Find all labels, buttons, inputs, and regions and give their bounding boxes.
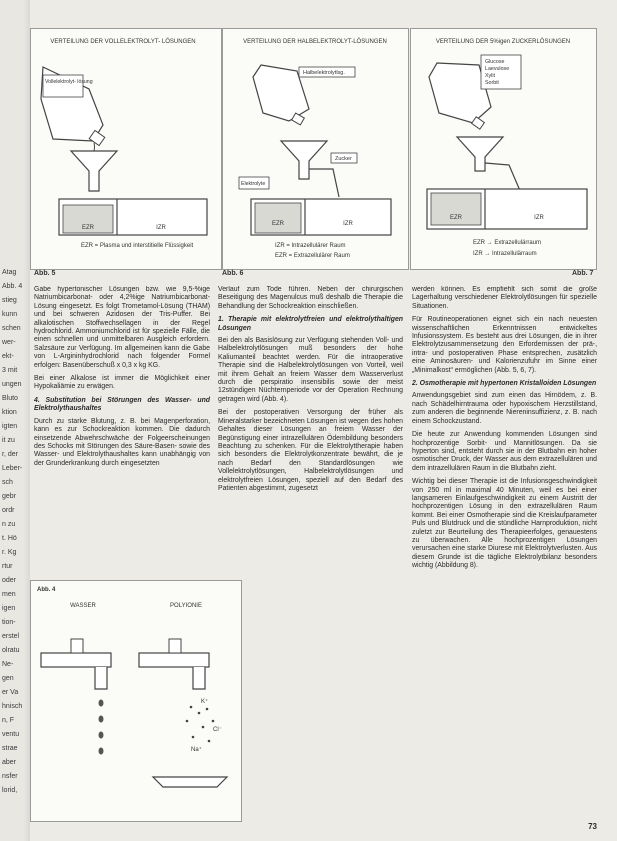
ezr-label: EZR [82, 225, 94, 231]
figure-5-panel [30, 28, 222, 270]
left-edge-word: ktion [2, 409, 17, 416]
polyionie-title: POLYIONIE [170, 603, 202, 609]
left-edge-word: Atag [2, 269, 17, 276]
left-edge-word: erstel [2, 633, 20, 640]
figure-6-caption: Abb. 6 [222, 270, 244, 277]
figure-7-legend-1: EZR → Extrazellulärraum [473, 240, 542, 246]
left-edge-word: nsfer [2, 773, 18, 780]
col3-heading-1: 2. Osmotherapie mit hypertonen Kristalloiden Lösungen [412, 380, 597, 388]
left-edge-word: Leber- [2, 465, 23, 472]
left-edge-word: ekt- [2, 353, 14, 360]
left-edge-word: tion- [2, 619, 16, 626]
sugar-1: Glucose [485, 59, 505, 65]
left-edge-word: ordr [2, 507, 15, 514]
col1-heading-1: 4. Substitution bei Störungen des Wasser- und Elektrolythaushaltes [34, 396, 210, 413]
sugar-3: Xylit [485, 73, 496, 79]
faucet-right-icon [139, 639, 209, 689]
left-edge-word: igten [2, 423, 18, 430]
funnel-icon [457, 137, 503, 171]
left-edge-word: kunn [2, 311, 18, 318]
water-drops [99, 700, 104, 755]
text-column-3 [412, 286, 597, 826]
col2-paragraph-1: Verlauf zum Tode führen. Neben der chirurgischen Beseitigung des Magenulcus muß deshalb die Therapie die Behandlung der Schockreaktion einschließen. [218, 286, 403, 310]
left-edge-word: gebr [2, 493, 17, 500]
col3-paragraph-5: Wichtig bei dieser Therapie ist die Infusionsgeschwindigkeit von 250 ml in maximal 40 Minuten, weil es bei einer langsameren Einlaufgeschwindigkeit zu einem Austritt der hochprozentigen Lösung in den extrazellulären Raum kommt. Bei einer Osmotherapie sind die Kreislaufparameter Puls und Blutdruck und die stündliche Harnproduktion, nicht zuletzt zur Beurteilung des Therapieerfolges, genauestens zu überwachen. Alle hochprozentigen Lösungen verursachen eine starke Diurese mit Elektrolytverlusten. Aus diesem Grunde ist die tägliche Elektrolytbilanz besonders wichtig (Abbildung 8). [412, 478, 597, 570]
left-edge-word: Abb. 4 [2, 283, 23, 290]
figure-5-legend: EZR = Plasma und interstitielle Flüssigkeit [81, 243, 194, 249]
bottle-label: Halbelektrolytlsg. [303, 70, 345, 76]
col3-paragraph-1: werden können. Es empfiehlt sich somit die große Lagerhaltung verschiedener Elektrolytlösungen für spezielle Situationen. [412, 286, 597, 310]
left-edge-word: ungen [2, 381, 22, 388]
left-edge-word: wer- [2, 339, 16, 346]
ezr-label: EZR [272, 221, 284, 227]
text-column-2 [218, 286, 403, 826]
water-title: WASSER [70, 603, 96, 609]
left-edge-word: lorid, [2, 787, 18, 794]
left-edge-word: aber [2, 759, 17, 766]
left-edge-word: 3 mit [2, 367, 18, 374]
col3-paragraph-3: Anwendungsgebiet sind zum einen das Hirnödem, z. B. nach Schädelhirntrauma oder hypoxischem Herzstillstand, zum anderen die beginnende Niereninsuffizienz, z. B. nach einem Schockzustand. [412, 392, 597, 425]
left-edge-word: stieg [2, 297, 17, 304]
figure-4-label: Abb. 4 [37, 587, 56, 593]
faucet-left-icon [41, 639, 111, 689]
left-edge-word: r. Kg [2, 549, 17, 556]
figure-7-title: VERTEILUNG DER 5%igen ZUCKERLÖSUNGEN [435, 39, 571, 45]
split-tube [309, 169, 339, 197]
left-edge-word: hnisch [2, 703, 23, 710]
drip-stream [94, 143, 95, 151]
left-edge-word: n zu [2, 521, 16, 528]
ion-spray [186, 706, 215, 743]
bottle-label: Vollelektrolyt- lösung [45, 79, 93, 85]
ezr-label: EZR [450, 215, 462, 221]
left-edge-word: schen [2, 325, 21, 332]
col3-paragraph-2: Für Routineoperationen eignet sich ein nach neuesten wissenschaftlichen Erkenntnissen entwickeltes Infusionssystem. Es besteht aus drei Lösungen, die in ihrer Elektrolytzusammensetzung den Erfordernissen der prä-, intra- und postoperativen Phase entsprechen, zusätzlich eine Aminosäuren- und Kalorienzufuhr im Sinne einer „Minimalkost“ ermöglichen (Abb. 5, 6, 7). [412, 316, 597, 374]
figure-5-caption: Abb. 5 [34, 270, 56, 277]
ion-label-na: Na⁺ [191, 747, 202, 753]
col2-paragraph-3: Bei der postoperativen Versorgung der früher als Mineralstarker bezeichneten Lösungen ist wegen des hohen Gehaltes dieser Lösungen an freiem Wasser der Begünstigung einer intrazellulären Ödembildung besonders Beachtung zu schenken. Für die Elektrolyttherapie haben sich besonders die Elektrolytkonzentrate bewährt, die je nach Bedarf den Standardlösungen wie Vollelektrolytlösungen, Halbelektrolytlösungen und elektrolytfreien Lösungen, speziell auf den Bedarf des Patienten abgestimmt, zugesetzt [218, 409, 403, 492]
left-edge-word: r, der [2, 451, 18, 458]
col2-heading-1: 1. Therapie mit elektrolytfreien und elektrolythaltigen Lösungen [218, 316, 403, 332]
left-edge-word: sch [2, 479, 13, 486]
figure-7-diagram [411, 29, 596, 269]
left-edge-word: men [2, 591, 16, 598]
left-edge-word: gen [2, 675, 14, 682]
col1-paragraph-1: Gabe hypertonischer Lösungen bzw. wie 9,5-%ige Natriumbicarbonat- oder 4,2%ige Natriumbicarbonat-Lösung eingesetzt. Es folgt Trometamol-Lösung (THAM) und bei schweren Azidosen der Tris-Puffer. Bei alkalotischen Stoffwechsellagen in der Regel hydrochlorid. Ammoniumchlorid ist für spezielle Fälle, die einen schnellen und unmittelbaren Ausgleich erfordern. Salzsäure zur Verfügung. Im allgemeinen kann die Gabe von L-Argininhydrochlorid nach folgender Formel erfolgen: Basenüberschuß x 0,3 x kg KG. [34, 286, 210, 369]
sugar-2: Laevulose [485, 66, 510, 72]
left-edge-word: strae [2, 745, 18, 752]
basin-icon [153, 777, 227, 787]
sugar-label: Zucker [335, 156, 352, 162]
page-number: 73 [588, 822, 597, 831]
col1-paragraph-2: Bei einer Alkalose ist immer die Möglichkeit einer Hypokaliämie zu erwägen. [34, 375, 210, 391]
figure-4-panel [30, 580, 242, 822]
figure-5-title: VERTEILUNG DER VOLLELEKTROLYT- LÖSUNGEN [50, 39, 196, 45]
figure-4-diagram [31, 581, 241, 821]
izr-label: IZR [156, 225, 166, 231]
left-margin-bleed [0, 0, 30, 841]
ion-label-cl: Cl⁻ [213, 727, 222, 733]
figure-5-diagram [31, 29, 221, 269]
sugar-4: Sorbit [485, 80, 499, 86]
left-edge-word: Ne- [2, 661, 14, 668]
col1-paragraph-3: Durch zu starke Blutung, z. B. bei Magenperforation, kann es zur Schockreaktion kommen. Die dadurch einsetzende Abwehrschwäche der Folgeerscheinungen des Schocks mit Störungen des Säure-Basen- sowie des Wasser- und Elektrolythaushaltes kann unabhängig von der Grunderkrankung durch eingesetzten [34, 417, 210, 467]
ezr-compartment [255, 203, 301, 233]
funnel-icon [71, 151, 117, 191]
ion-label-k: K⁺ [201, 699, 209, 705]
left-edge-word: olratu [2, 647, 20, 654]
left-edge-word: Bluto [2, 395, 18, 402]
col2-paragraph-2: Bei den als Basislösung zur Verfügung stehenden Voll- und Halbelektrolytlösungen muß besonders der hohe Kaliumanteil beachtet werden. Für die intraoperative Therapie sind die Halbelektrolytlösungen von Vorteil, weil mit ihrem Gehalt an freiem Wasser dem Wasserverlust durch die perspiratio insensibilis sowie der meist 12stündigen Nüchternperiode vor der Operation Rechnung getragen wird (Abb. 4). [218, 337, 403, 403]
left-edge-word: rtur [2, 563, 13, 570]
text-column-1 [34, 286, 210, 576]
figure-6-legend-1: IZR = Intrazellulärer Raum [275, 243, 346, 249]
left-edge-word: ventu [2, 731, 20, 738]
electrolyte-label: Elektrolyte [241, 181, 266, 187]
figure-6-diagram [223, 29, 408, 269]
funnel-icon [281, 141, 327, 179]
figure-6-title: VERTEILUNG DER HALBELEKTROLYT-LÖSUNGEN [243, 39, 387, 45]
left-edge-word: igen [2, 605, 16, 612]
left-edge-word: it zu [2, 437, 15, 444]
left-edge-word: er Va [2, 689, 19, 696]
figure-7-legend-2: IZR → Intrazellulärraum [473, 251, 537, 257]
izr-label: IZR [534, 215, 544, 221]
left-edge-word: t. Hö [2, 535, 17, 542]
left-edge-word: oder [2, 577, 17, 584]
figure-7-caption: Abb. 7 [572, 270, 594, 277]
figure-6-legend-2: EZR = Extrazellulärer Raum [275, 253, 350, 259]
figure-6-panel [222, 28, 409, 270]
left-edge-word: n, F [2, 717, 15, 724]
col3-paragraph-4: Die heute zur Anwendung kommenden Lösungen sind hochprozentige Sorbit- und Mannitlösungen. Da sie hyperton sind, entsteht durch sie in der Blutbahn ein hoher osmotischer Druck, der Wasser aus dem extrazellulären und dem intrazellulären Raum in die Blutbahn zieht. [412, 431, 597, 472]
izr-label: IZR [343, 221, 353, 227]
figure-7-panel [410, 28, 597, 270]
